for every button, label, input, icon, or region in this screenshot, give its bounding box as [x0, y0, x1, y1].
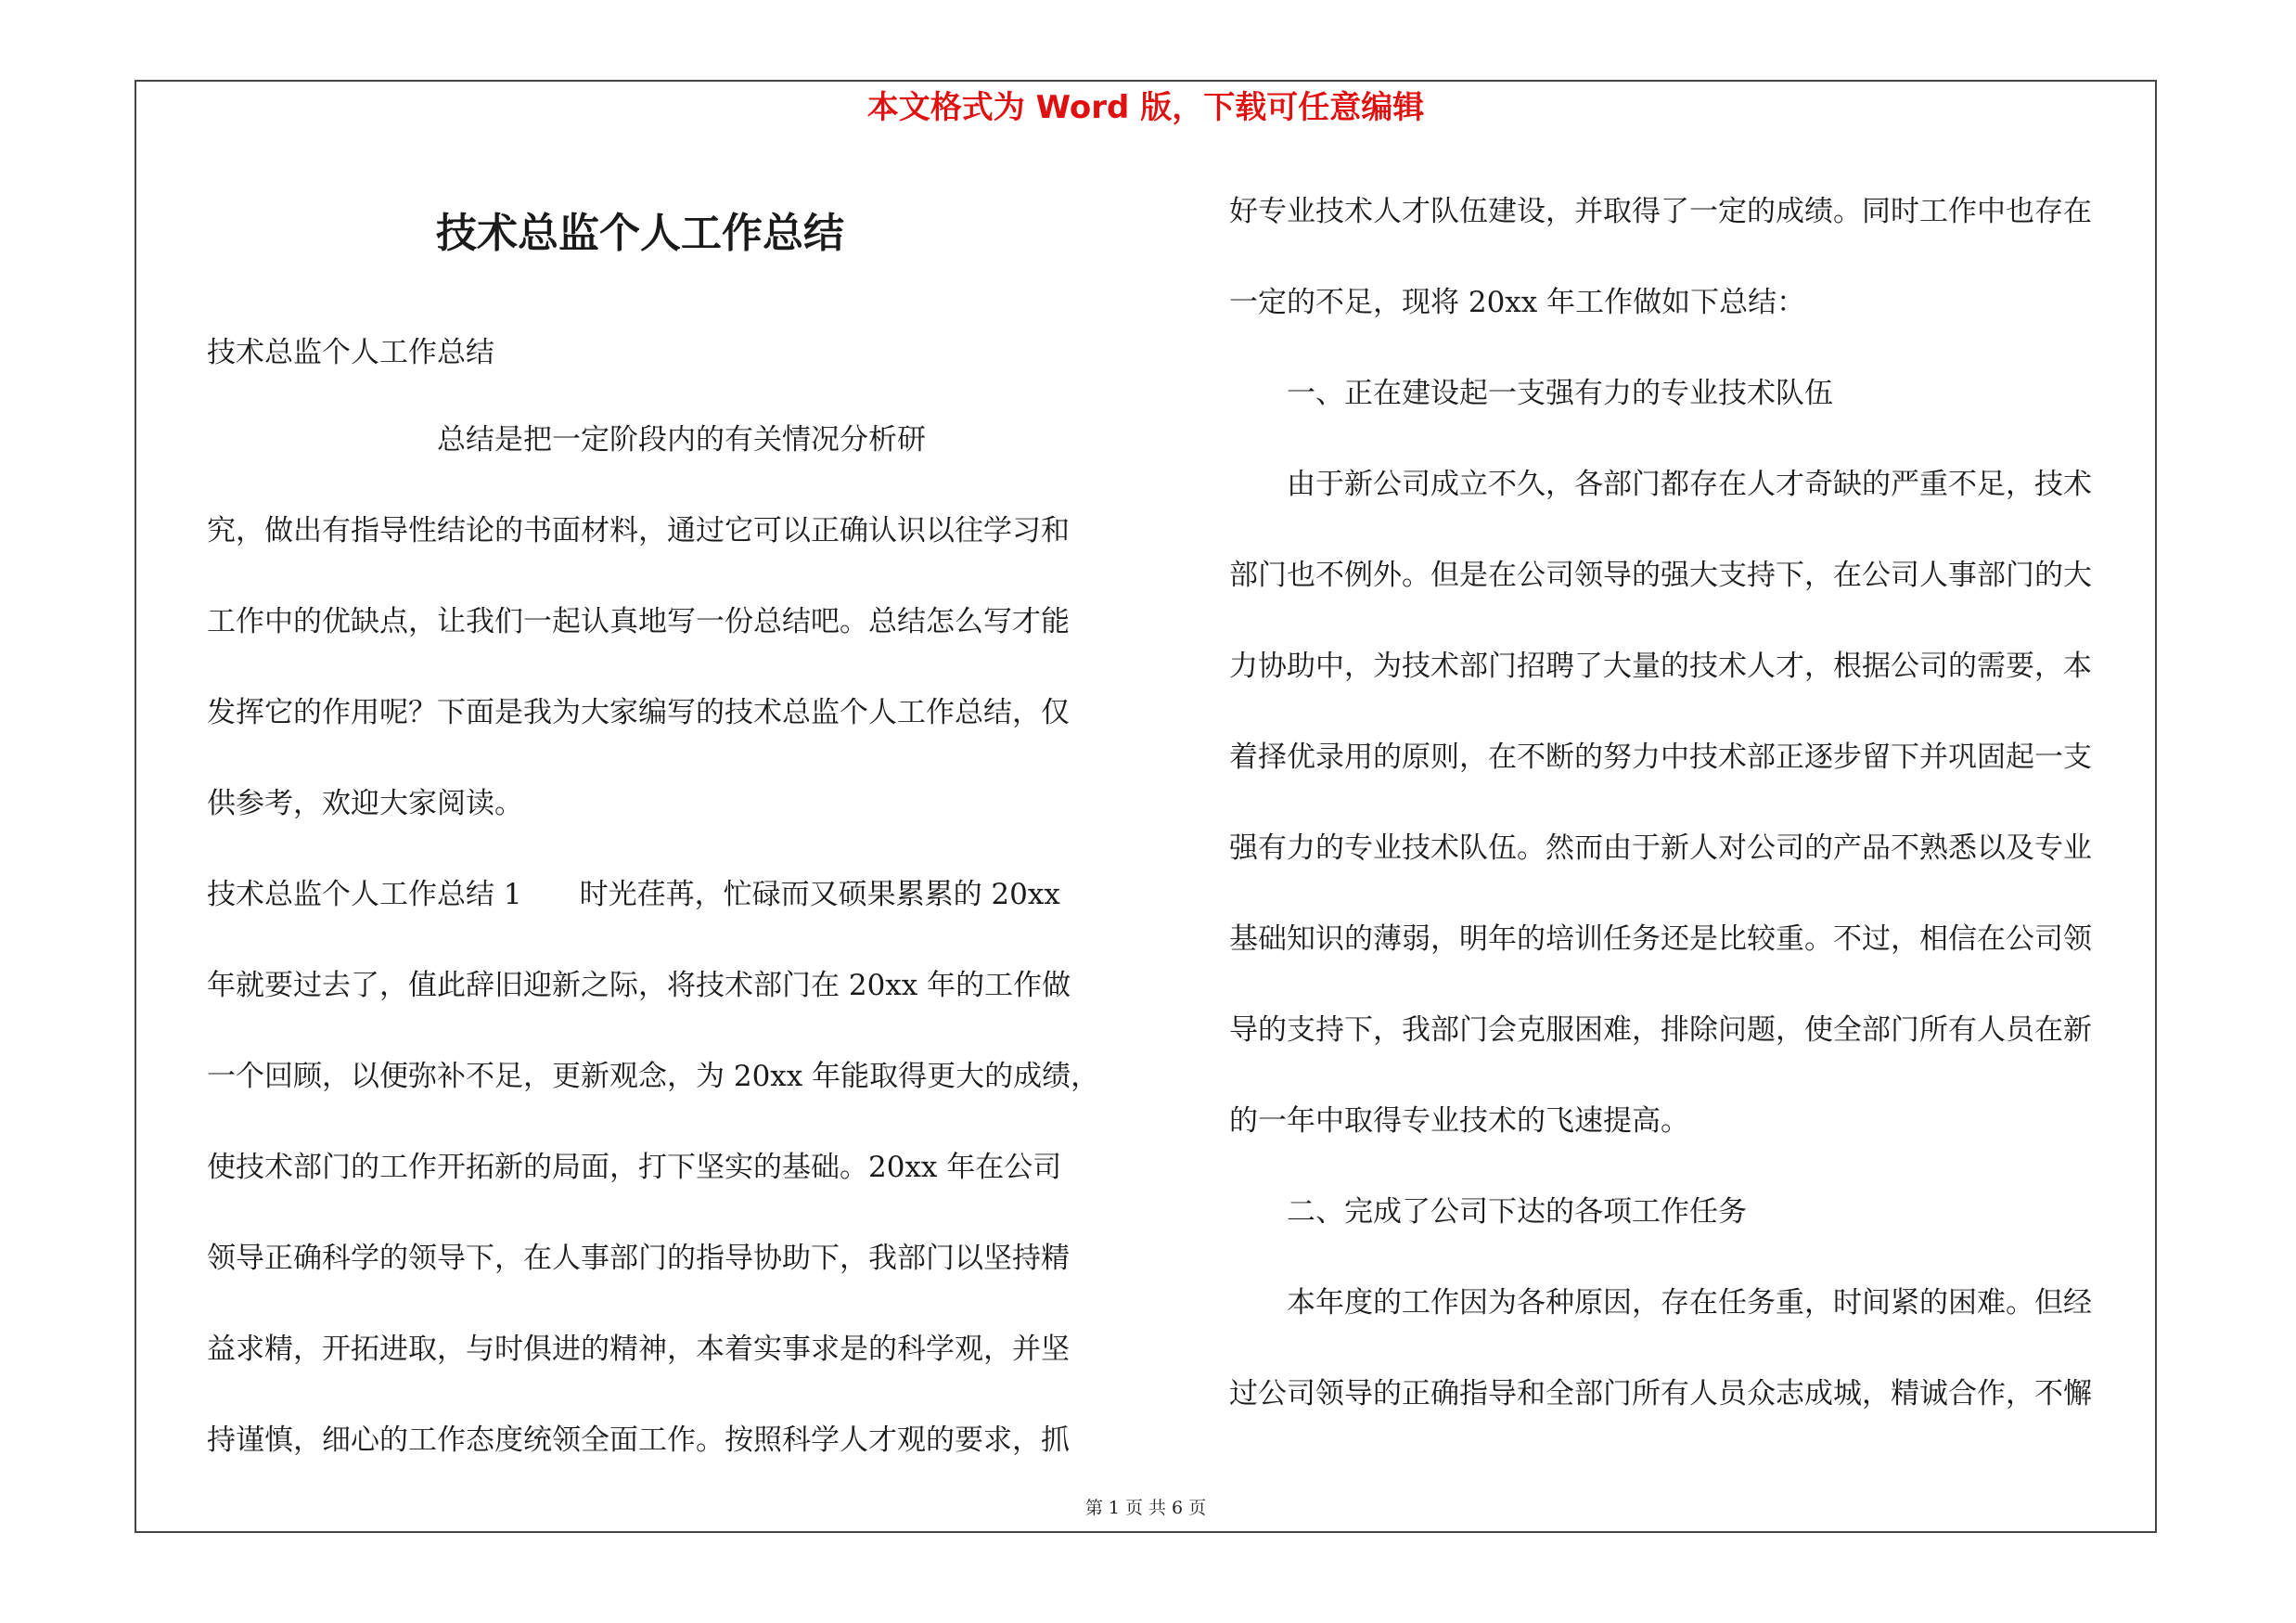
- body-line: 好专业技术人才队伍建设，并取得了一定的成绩。同时工作中也存在: [1229, 195, 2092, 228]
- body-line: 本年度的工作因为各种原因，存在任务重，时间紧的困难。但经: [1229, 1286, 2092, 1320]
- body-line: 着择优录用的原则，在不断的努力中技术部正逐步留下并巩固起一支: [1229, 741, 2092, 774]
- word-format-banner: 本文格式为 Word 版，下载可任意编辑: [866, 89, 1425, 126]
- body-line: 领导正确科学的领导下，在人事部门的指导协助下，我部门以坚持精: [207, 1242, 1070, 1275]
- section-heading: 二、完成了公司下达的各项工作任务: [1229, 1195, 1747, 1229]
- body-line: 一定的不足，现将 20xx 年工作做如下总结：: [1229, 286, 1806, 319]
- body-line: 强有力的专业技术队伍。然而由于新人对公司的产品不熟悉以及专业: [1229, 831, 2092, 865]
- body-line: 力协助中，为技术部门招聘了大量的技术人才，根据公司的需要，本: [1229, 650, 2092, 683]
- body-line: 技术总监个人工作总结 1 时光荏苒，忙碌而又硕果累累的 20xx: [207, 878, 1060, 911]
- body-line: 过公司领导的正确指导和全部门所有人员众志成城，精诚合作，不懈: [1229, 1377, 2092, 1410]
- body-line: 使技术部门的工作开拓新的局面，打下坚实的基础。20xx 年在公司: [207, 1151, 1062, 1184]
- body-line: 部门也不例外。但是在公司领导的强大支持下，在公司人事部门的大: [1229, 559, 2092, 592]
- body-line: 总结是把一定阶段内的有关情况分析研: [207, 423, 926, 457]
- body-line: 一个回顾，以便弥补不足，更新观念，为 20xx 年能取得更大的成绩，: [207, 1060, 1100, 1093]
- body-line: 由于新公司成立不久，各部门都存在人才奇缺的严重不足，技术: [1229, 468, 2092, 501]
- page-number-footer: 第 1 页 共 6 页: [1084, 1498, 1207, 1518]
- body-line: 技术总监个人工作总结: [207, 336, 494, 369]
- document-title: 技术总监个人工作总结: [436, 210, 844, 257]
- body-line: 究，做出有指导性结论的书面材料，通过它可以正确认识以往学习和: [207, 514, 1070, 547]
- body-line: 年就要过去了，值此辞旧迎新之际，将技术部门在 20xx 年的工作做: [207, 969, 1071, 1002]
- body-line: 的一年中取得专业技术的飞速提高。: [1229, 1104, 1689, 1138]
- body-line: 工作中的优缺点，让我们一起认真地写一份总结吧。总结怎么写才能: [207, 605, 1070, 638]
- body-line: 导的支持下，我部门会克服困难，排除问题，使全部门所有人员在新: [1229, 1013, 2092, 1047]
- body-line: 发挥它的作用呢？下面是我为大家编写的技术总监个人工作总结，仅: [207, 696, 1070, 729]
- body-line: 益求精，开拓进取，与时俱进的精神，本着实事求是的科学观，并坚: [207, 1333, 1070, 1366]
- body-line: 供参考，欢迎大家阅读。: [207, 787, 523, 820]
- section-heading: 一、正在建设起一支强有力的专业技术队伍: [1229, 377, 1833, 410]
- body-line: 基础知识的薄弱，明年的培训任务还是比较重。不过，相信在公司领: [1229, 922, 2092, 956]
- body-line: 持谨慎，细心的工作态度统领全面工作。按照科学人才观的要求，抓: [207, 1423, 1070, 1457]
